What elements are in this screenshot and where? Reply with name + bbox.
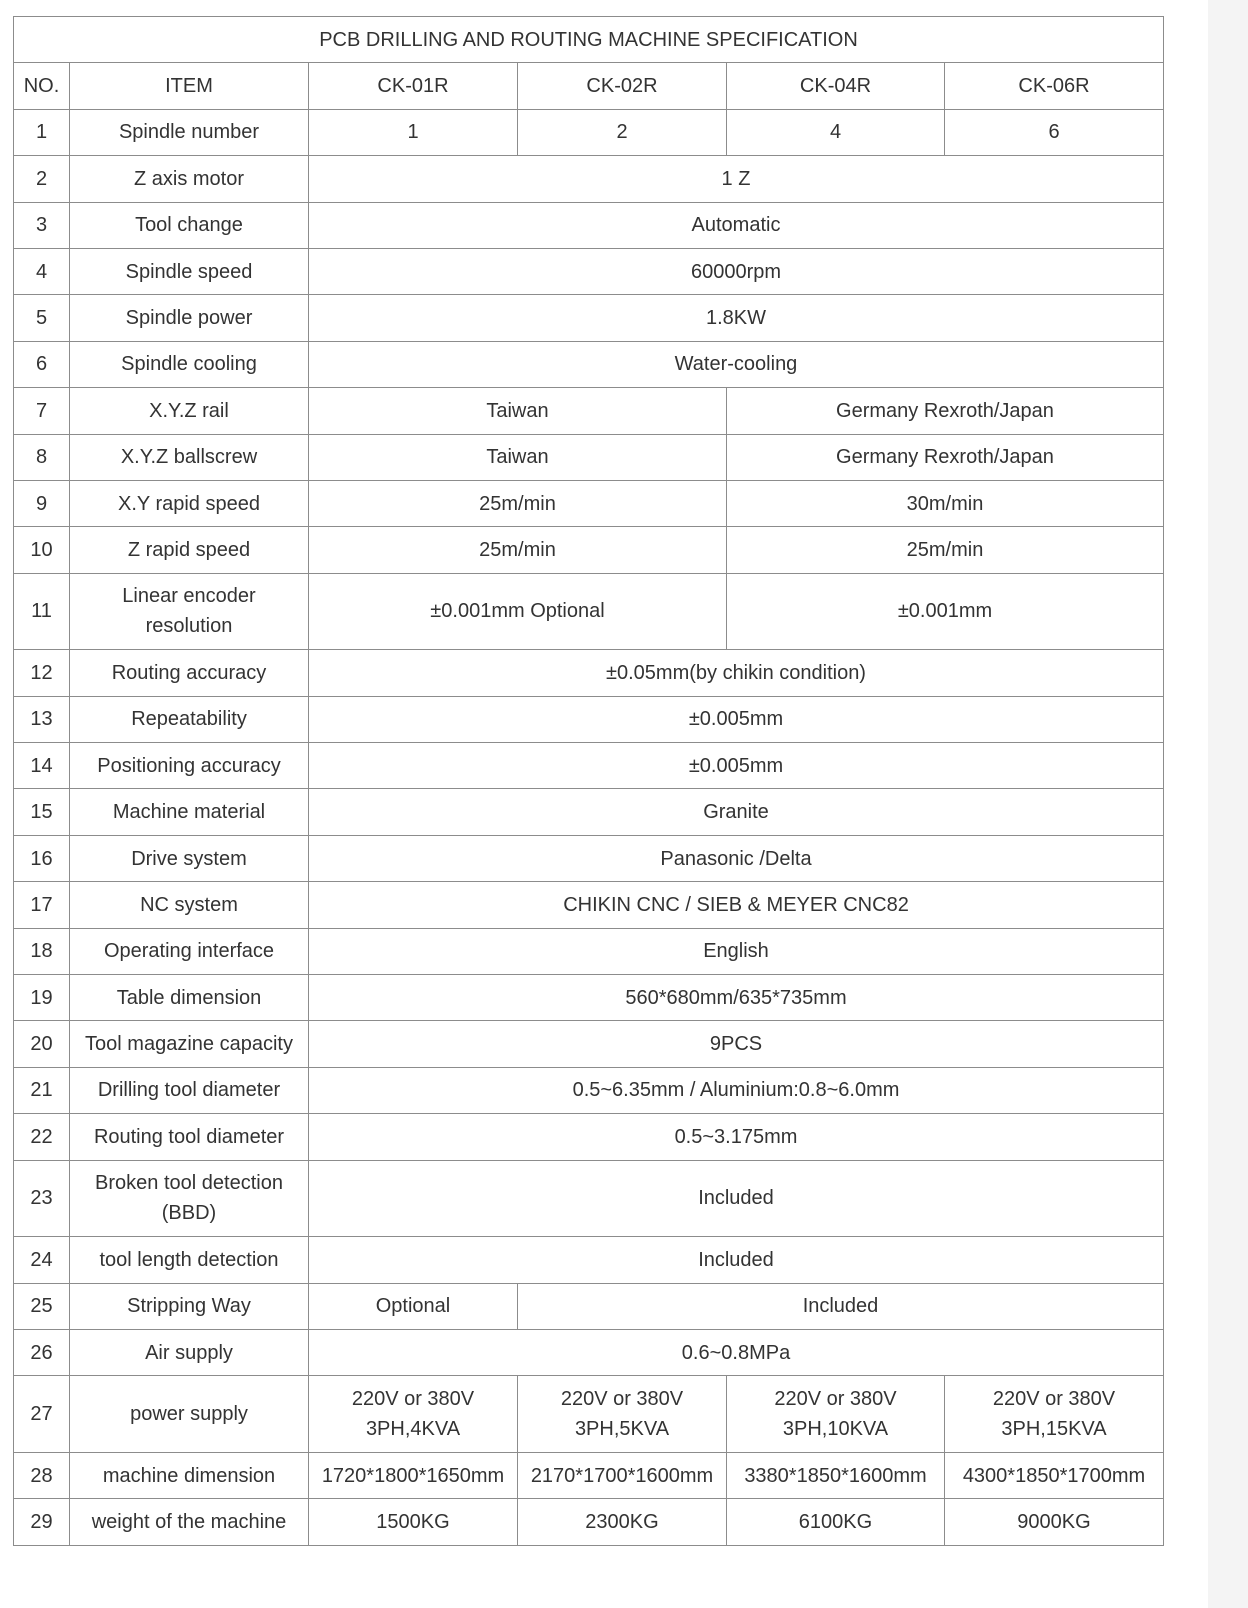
row-value: 1720*1800*1650mm [309,1452,518,1498]
row-value: 4 [727,109,945,155]
row-item: Spindle speed [70,248,309,294]
row-value: 25m/min [309,480,727,526]
row-value: CHIKIN CNC / SIEB & MEYER CNC82 [309,882,1164,928]
row-item: Routing accuracy [70,650,309,696]
row-number: 19 [14,975,70,1021]
table-row [14,743,1164,789]
row-value: Taiwan [309,388,727,434]
table-row [14,1452,1164,1498]
row-item: Positioning accuracy [70,743,309,789]
table-row [14,1114,1164,1160]
row-number: 6 [14,341,70,387]
spec-table-container [13,16,1163,1546]
table-row [14,650,1164,696]
table-row [14,789,1164,835]
row-value: 9000KG [945,1499,1164,1545]
table-row [14,928,1164,974]
table-row [14,1067,1164,1113]
row-value: 25m/min [727,527,1164,573]
row-value: ±0.05mm(by chikin condition) [309,650,1164,696]
row-item: Tool magazine capacity [70,1021,309,1067]
row-item: Drive system [70,835,309,881]
row-item: Operating interface [70,928,309,974]
row-value: 0.6~0.8MPa [309,1329,1164,1375]
row-value: 9PCS [309,1021,1164,1067]
row-value: 1500KG [309,1499,518,1545]
row-item: tool length detection [70,1237,309,1283]
header-model-ck-02r: CK-02R [518,63,727,109]
row-value: 4300*1850*1700mm [945,1452,1164,1498]
table-row [14,434,1164,480]
row-number: 7 [14,388,70,434]
row-value: ±0.001mm Optional [309,573,727,650]
row-number: 1 [14,109,70,155]
row-item: Table dimension [70,975,309,1021]
table-row [14,527,1164,573]
row-value: Included [309,1160,1164,1237]
table-row [14,696,1164,742]
row-number: 8 [14,434,70,480]
row-item: machine dimension [70,1452,309,1498]
row-number: 21 [14,1067,70,1113]
row-number: 24 [14,1237,70,1283]
row-value: 6 [945,109,1164,155]
row-number: 17 [14,882,70,928]
row-value: 2300KG [518,1499,727,1545]
table-row [14,388,1164,434]
row-item: X.Y rapid speed [70,480,309,526]
row-item: Spindle cooling [70,341,309,387]
row-number: 14 [14,743,70,789]
row-value: 220V or 380V 3PH,10KVA [727,1376,945,1453]
row-value: ±0.005mm [309,696,1164,742]
row-value: Germany Rexroth/Japan [727,388,1164,434]
row-item: Tool change [70,202,309,248]
table-row [14,109,1164,155]
table-row [14,1237,1164,1283]
row-number: 10 [14,527,70,573]
row-item: Drilling tool diameter [70,1067,309,1113]
table-row [14,480,1164,526]
row-number: 11 [14,573,70,650]
row-item: X.Y.Z ballscrew [70,434,309,480]
table-title: PCB DRILLING AND ROUTING MACHINE SPECIFICATION [14,17,1164,63]
row-number: 27 [14,1376,70,1453]
header-model-ck-06r: CK-06R [945,63,1164,109]
spec-table [13,16,1164,1546]
row-item: Repeatability [70,696,309,742]
row-number: 9 [14,480,70,526]
row-number: 20 [14,1021,70,1067]
table-row [14,1329,1164,1375]
row-number: 26 [14,1329,70,1375]
row-value: 25m/min [309,527,727,573]
header-no: NO. [14,63,70,109]
row-item: power supply [70,1376,309,1453]
row-value: Optional [309,1283,518,1329]
header-model-ck-01r: CK-01R [309,63,518,109]
row-value: 0.5~6.35mm / Aluminium:0.8~6.0mm [309,1067,1164,1113]
row-item: Broken tool detection (BBD) [70,1160,309,1237]
row-value: 30m/min [727,480,1164,526]
row-value: ±0.001mm [727,573,1164,650]
table-row [14,882,1164,928]
table-row [14,295,1164,341]
row-item: Routing tool diameter [70,1114,309,1160]
row-value: 1 [309,109,518,155]
row-number: 28 [14,1452,70,1498]
row-item: Spindle number [70,109,309,155]
row-value: Granite [309,789,1164,835]
table-row [14,573,1164,650]
row-item: NC system [70,882,309,928]
row-number: 29 [14,1499,70,1545]
table-header-row [14,63,1164,109]
row-value: Panasonic /Delta [309,835,1164,881]
table-row [14,1376,1164,1453]
row-number: 15 [14,789,70,835]
row-value: 560*680mm/635*735mm [309,975,1164,1021]
page-scroll-gutter [1208,0,1248,1608]
table-row [14,202,1164,248]
table-row [14,1160,1164,1237]
row-number: 16 [14,835,70,881]
row-value: 1.8KW [309,295,1164,341]
row-number: 5 [14,295,70,341]
header-item: ITEM [70,63,309,109]
row-number: 13 [14,696,70,742]
row-number: 12 [14,650,70,696]
table-row [14,341,1164,387]
table-row [14,156,1164,202]
row-number: 2 [14,156,70,202]
table-row [14,248,1164,294]
header-model-ck-04r: CK-04R [727,63,945,109]
row-value: Automatic [309,202,1164,248]
row-number: 23 [14,1160,70,1237]
row-value: 1 Z [309,156,1164,202]
table-row [14,835,1164,881]
row-item: X.Y.Z rail [70,388,309,434]
row-item: Spindle power [70,295,309,341]
row-item: Stripping Way [70,1283,309,1329]
row-value: 220V or 380V 3PH,5KVA [518,1376,727,1453]
row-number: 25 [14,1283,70,1329]
row-value: Taiwan [309,434,727,480]
row-item: Machine material [70,789,309,835]
row-value: 220V or 380V 3PH,15KVA [945,1376,1164,1453]
row-value: 2170*1700*1600mm [518,1452,727,1498]
table-title-row [14,17,1164,63]
row-value: English [309,928,1164,974]
row-number: 4 [14,248,70,294]
row-item: Z rapid speed [70,527,309,573]
row-value: Included [309,1237,1164,1283]
row-value: 60000rpm [309,248,1164,294]
row-value: Included [518,1283,1164,1329]
table-row [14,1499,1164,1545]
row-item: weight of the machine [70,1499,309,1545]
table-row [14,975,1164,1021]
row-value: 3380*1850*1600mm [727,1452,945,1498]
row-number: 22 [14,1114,70,1160]
row-item: Linear encoder resolution [70,573,309,650]
row-value: Water-cooling [309,341,1164,387]
row-number: 3 [14,202,70,248]
row-item: Z axis motor [70,156,309,202]
row-value: 6100KG [727,1499,945,1545]
row-value: Germany Rexroth/Japan [727,434,1164,480]
row-value: 2 [518,109,727,155]
row-value: 0.5~3.175mm [309,1114,1164,1160]
row-value: 220V or 380V 3PH,4KVA [309,1376,518,1453]
row-item: Air supply [70,1329,309,1375]
table-row [14,1021,1164,1067]
row-number: 18 [14,928,70,974]
row-value: ±0.005mm [309,743,1164,789]
table-row [14,1283,1164,1329]
